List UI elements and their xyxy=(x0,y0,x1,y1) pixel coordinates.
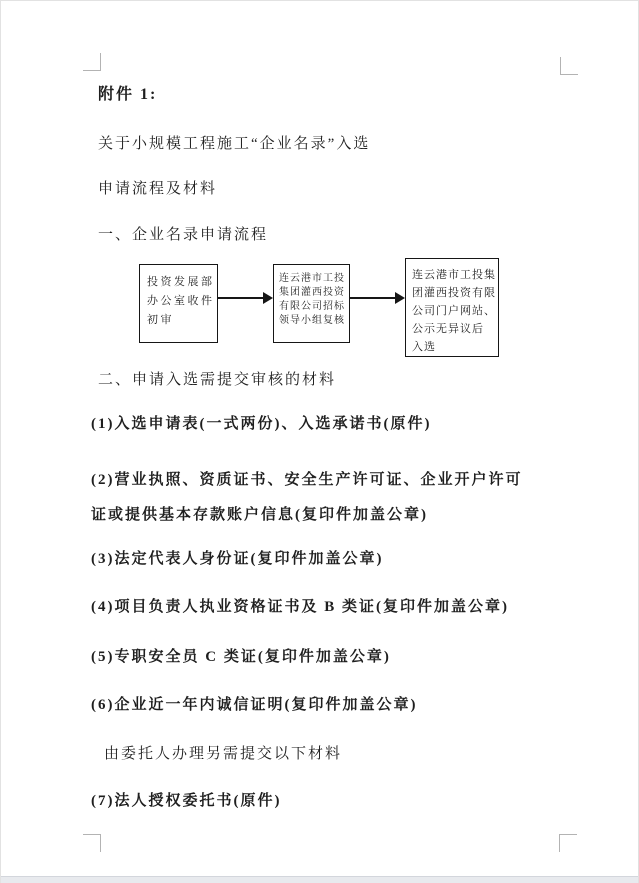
flow-step-portal-publicity-select: 连云港市工投集 团灌西投资有限 公司门户网站、 公示无异议后 入选 xyxy=(405,258,499,357)
flow-arrow-shaft-1 xyxy=(217,297,264,299)
material-item-6: (6)企业近一年内诚信证明(复印件加盖公章) xyxy=(91,697,418,713)
material-item-2: (2)营业执照、资质证书、安全生产许可证、企业开户许可 证或提供基本存款账户信息(复印件加盖公章) xyxy=(91,472,523,523)
page-bottom-edge xyxy=(1,876,638,883)
flow-arrow-shaft-2 xyxy=(349,297,396,299)
text-boundary-mark-top-right xyxy=(560,57,578,75)
document-title-line-2: 申请流程及材料 xyxy=(98,181,218,197)
agent-note: 由委托人办理另需提交以下材料 xyxy=(104,746,343,762)
document-title-line-1: 关于小规模工程施工“企业名录”入选 xyxy=(98,136,371,152)
section-two-heading: 二、申请入选需提交审核的材料 xyxy=(98,372,337,388)
material-item-1: (1)入选申请表(一式两份)、入选承诺书(原件) xyxy=(91,416,432,432)
attachment-label: 附件 1: xyxy=(98,86,158,103)
material-item-5: (5)专职安全员 C 类证(复印件加盖公章) xyxy=(91,649,391,665)
flow-arrow-head-icon-1 xyxy=(263,292,273,304)
material-item-4: (4)项目负责人执业资格证书及 B 类证(复印件加盖公章) xyxy=(91,599,509,615)
flow-step-office-initial-review: 投资发展部 办公室收件 初审 xyxy=(139,264,218,343)
text-boundary-mark-bottom-left xyxy=(83,834,101,852)
text-boundary-mark-top-left xyxy=(83,53,101,71)
flow-arrow-head-icon-2 xyxy=(395,292,405,304)
material-item-3: (3)法定代表人身份证(复印件加盖公章) xyxy=(91,551,384,567)
material-item-7: (7)法人授权委托书(原件) xyxy=(91,793,282,809)
text-boundary-mark-bottom-right xyxy=(559,834,577,852)
flow-step-bidding-group-recheck: 连云港市工投 集团灌西投资 有限公司招标 领导小组复核 xyxy=(273,264,350,343)
section-one-heading: 一、企业名录申请流程 xyxy=(98,227,269,243)
